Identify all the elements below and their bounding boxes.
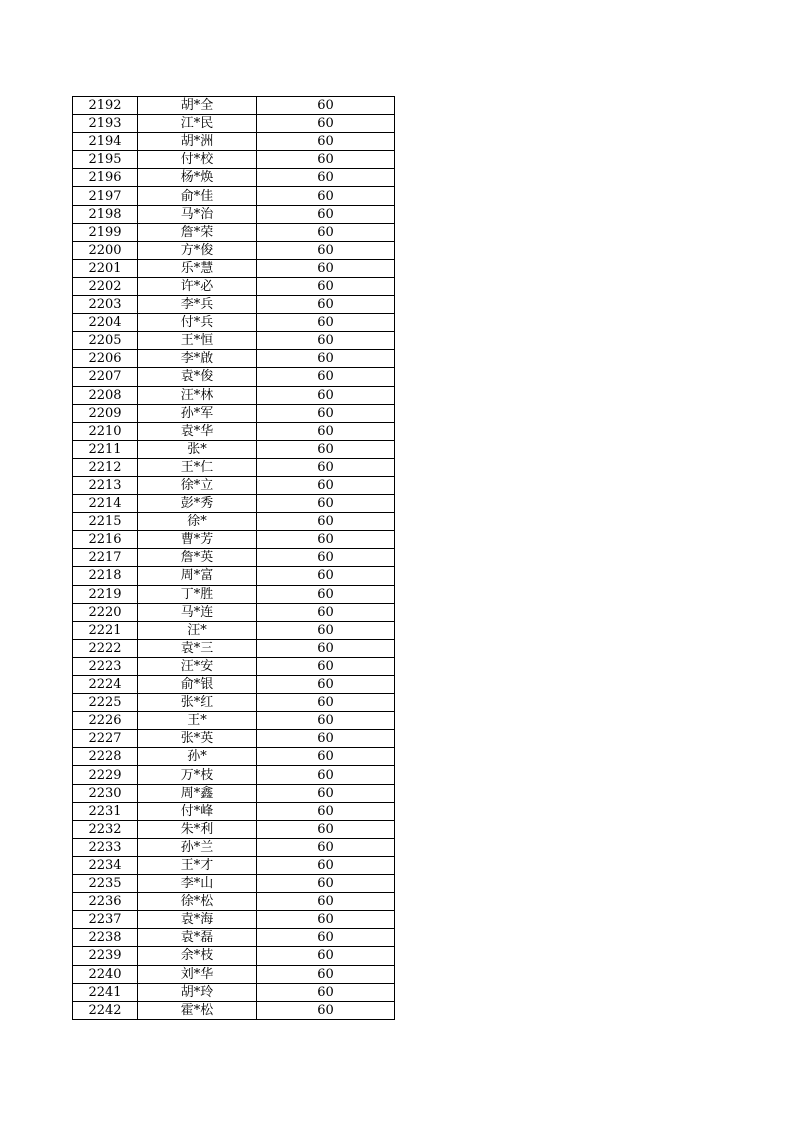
row-id-cell: 2215 [73, 513, 138, 531]
table-row [73, 929, 395, 947]
row-name-cell: 胡*玲 [138, 983, 257, 1001]
row-id-cell: 2205 [73, 332, 138, 350]
row-id-cell: 2201 [73, 259, 138, 277]
table-row [73, 422, 395, 440]
row-score-cell: 60 [257, 151, 395, 169]
table-row [73, 730, 395, 748]
table-row [73, 115, 395, 133]
row-id-cell: 2209 [73, 404, 138, 422]
row-id-cell: 2219 [73, 585, 138, 603]
table-row [73, 169, 395, 187]
row-id-cell: 2207 [73, 368, 138, 386]
row-score-cell: 60 [257, 621, 395, 639]
row-name-cell: 汪* [138, 621, 257, 639]
row-score-cell: 60 [257, 133, 395, 151]
row-name-cell: 张* [138, 440, 257, 458]
row-score-cell: 60 [257, 603, 395, 621]
row-id-cell: 2196 [73, 169, 138, 187]
table-row [73, 549, 395, 567]
table-row [73, 676, 395, 694]
row-name-cell: 詹*荣 [138, 223, 257, 241]
row-name-cell: 张*红 [138, 694, 257, 712]
row-id-cell: 2241 [73, 983, 138, 1001]
row-id-cell: 2200 [73, 241, 138, 259]
row-score-cell: 60 [257, 476, 395, 494]
row-score-cell: 60 [257, 911, 395, 929]
row-name-cell: 李*兵 [138, 296, 257, 314]
row-id-cell: 2192 [73, 97, 138, 115]
table-row [73, 531, 395, 549]
row-id-cell: 2232 [73, 820, 138, 838]
row-score-cell: 60 [257, 820, 395, 838]
table-row [73, 440, 395, 458]
row-id-cell: 2199 [73, 223, 138, 241]
row-score-cell: 60 [257, 712, 395, 730]
row-id-cell: 2229 [73, 766, 138, 784]
row-name-cell: 王*恒 [138, 332, 257, 350]
row-score-cell: 60 [257, 169, 395, 187]
row-id-cell: 2220 [73, 603, 138, 621]
row-score-cell: 60 [257, 440, 395, 458]
row-score-cell: 60 [257, 748, 395, 766]
table-row [73, 277, 395, 295]
row-score-cell: 60 [257, 838, 395, 856]
row-score-cell: 60 [257, 585, 395, 603]
score-table-body [73, 97, 395, 1020]
row-name-cell: 袁*海 [138, 911, 257, 929]
row-name-cell: 徐* [138, 513, 257, 531]
row-name-cell: 袁*俊 [138, 368, 257, 386]
row-name-cell: 王*仁 [138, 458, 257, 476]
table-row [73, 332, 395, 350]
row-name-cell: 李*山 [138, 875, 257, 893]
table-row [73, 350, 395, 368]
row-score-cell: 60 [257, 513, 395, 531]
row-score-cell: 60 [257, 965, 395, 983]
row-id-cell: 2214 [73, 495, 138, 513]
row-name-cell: 余*枝 [138, 947, 257, 965]
row-name-cell: 付*峰 [138, 802, 257, 820]
row-id-cell: 2222 [73, 639, 138, 657]
row-score-cell: 60 [257, 676, 395, 694]
row-name-cell: 袁*磊 [138, 929, 257, 947]
row-name-cell: 方*俊 [138, 241, 257, 259]
table-row [73, 1001, 395, 1019]
row-score-cell: 60 [257, 531, 395, 549]
table-row [73, 495, 395, 513]
table-row [73, 368, 395, 386]
row-id-cell: 2234 [73, 856, 138, 874]
row-id-cell: 2227 [73, 730, 138, 748]
row-name-cell: 王* [138, 712, 257, 730]
row-score-cell: 60 [257, 549, 395, 567]
table-row [73, 567, 395, 585]
row-id-cell: 2233 [73, 838, 138, 856]
row-id-cell: 2237 [73, 911, 138, 929]
row-score-cell: 60 [257, 983, 395, 1001]
row-score-cell: 60 [257, 856, 395, 874]
row-id-cell: 2240 [73, 965, 138, 983]
row-id-cell: 2198 [73, 205, 138, 223]
row-score-cell: 60 [257, 893, 395, 911]
row-id-cell: 2235 [73, 875, 138, 893]
table-row [73, 187, 395, 205]
row-name-cell: 杨*焕 [138, 169, 257, 187]
table-row [73, 603, 395, 621]
row-score-cell: 60 [257, 350, 395, 368]
row-id-cell: 2217 [73, 549, 138, 567]
table-row [73, 458, 395, 476]
table-row [73, 820, 395, 838]
row-score-cell: 60 [257, 187, 395, 205]
row-score-cell: 60 [257, 802, 395, 820]
row-id-cell: 2212 [73, 458, 138, 476]
row-name-cell: 马*治 [138, 205, 257, 223]
score-table [72, 96, 395, 1020]
row-id-cell: 2211 [73, 440, 138, 458]
table-row [73, 657, 395, 675]
row-name-cell: 徐*松 [138, 893, 257, 911]
row-id-cell: 2242 [73, 1001, 138, 1019]
row-score-cell: 60 [257, 332, 395, 350]
row-id-cell: 2193 [73, 115, 138, 133]
row-score-cell: 60 [257, 205, 395, 223]
row-score-cell: 60 [257, 404, 395, 422]
row-name-cell: 乐*慧 [138, 259, 257, 277]
row-name-cell: 周*鑫 [138, 784, 257, 802]
table-row [73, 386, 395, 404]
row-name-cell: 孙*军 [138, 404, 257, 422]
row-name-cell: 万*枝 [138, 766, 257, 784]
row-id-cell: 2216 [73, 531, 138, 549]
row-score-cell: 60 [257, 458, 395, 476]
table-row [73, 639, 395, 657]
row-name-cell: 许*必 [138, 277, 257, 295]
row-name-cell: 江*民 [138, 115, 257, 133]
row-name-cell: 丁*胜 [138, 585, 257, 603]
row-name-cell: 袁*华 [138, 422, 257, 440]
row-name-cell: 詹*英 [138, 549, 257, 567]
row-name-cell: 俞*佳 [138, 187, 257, 205]
row-id-cell: 2224 [73, 676, 138, 694]
table-row [73, 802, 395, 820]
row-id-cell: 2239 [73, 947, 138, 965]
row-score-cell: 60 [257, 115, 395, 133]
row-id-cell: 2218 [73, 567, 138, 585]
row-score-cell: 60 [257, 567, 395, 585]
row-score-cell: 60 [257, 241, 395, 259]
row-id-cell: 2238 [73, 929, 138, 947]
row-name-cell: 张*英 [138, 730, 257, 748]
row-name-cell: 刘*华 [138, 965, 257, 983]
row-id-cell: 2197 [73, 187, 138, 205]
row-name-cell: 孙* [138, 748, 257, 766]
row-id-cell: 2223 [73, 657, 138, 675]
row-score-cell: 60 [257, 1001, 395, 1019]
row-score-cell: 60 [257, 314, 395, 332]
row-score-cell: 60 [257, 259, 395, 277]
row-name-cell: 汪*安 [138, 657, 257, 675]
table-row [73, 911, 395, 929]
table-row [73, 513, 395, 531]
table-row [73, 784, 395, 802]
row-name-cell: 孙*兰 [138, 838, 257, 856]
table-row [73, 766, 395, 784]
row-name-cell: 周*富 [138, 567, 257, 585]
table-row [73, 205, 395, 223]
row-id-cell: 2226 [73, 712, 138, 730]
table-row [73, 476, 395, 494]
table-row [73, 694, 395, 712]
row-name-cell: 马*连 [138, 603, 257, 621]
row-score-cell: 60 [257, 929, 395, 947]
row-name-cell: 付*校 [138, 151, 257, 169]
row-id-cell: 2228 [73, 748, 138, 766]
row-score-cell: 60 [257, 766, 395, 784]
row-score-cell: 60 [257, 386, 395, 404]
row-score-cell: 60 [257, 875, 395, 893]
table-row [73, 241, 395, 259]
row-name-cell: 付*兵 [138, 314, 257, 332]
table-row [73, 856, 395, 874]
row-id-cell: 2221 [73, 621, 138, 639]
table-row [73, 314, 395, 332]
row-id-cell: 2206 [73, 350, 138, 368]
row-name-cell: 俞*银 [138, 676, 257, 694]
row-score-cell: 60 [257, 694, 395, 712]
row-id-cell: 2231 [73, 802, 138, 820]
row-score-cell: 60 [257, 422, 395, 440]
table-row [73, 947, 395, 965]
row-score-cell: 60 [257, 296, 395, 314]
row-name-cell: 胡*洲 [138, 133, 257, 151]
row-score-cell: 60 [257, 730, 395, 748]
row-id-cell: 2208 [73, 386, 138, 404]
row-score-cell: 60 [257, 495, 395, 513]
row-score-cell: 60 [257, 97, 395, 115]
table-row [73, 404, 395, 422]
row-name-cell: 胡*全 [138, 97, 257, 115]
table-row [73, 983, 395, 1001]
table-row [73, 585, 395, 603]
table-row [73, 838, 395, 856]
table-row [73, 748, 395, 766]
row-score-cell: 60 [257, 784, 395, 802]
row-id-cell: 2210 [73, 422, 138, 440]
row-name-cell: 霍*松 [138, 1001, 257, 1019]
row-id-cell: 2194 [73, 133, 138, 151]
row-score-cell: 60 [257, 223, 395, 241]
row-score-cell: 60 [257, 657, 395, 675]
table-row [73, 296, 395, 314]
row-id-cell: 2204 [73, 314, 138, 332]
row-id-cell: 2213 [73, 476, 138, 494]
row-name-cell: 彭*秀 [138, 495, 257, 513]
table-row [73, 893, 395, 911]
row-score-cell: 60 [257, 368, 395, 386]
row-name-cell: 徐*立 [138, 476, 257, 494]
row-score-cell: 60 [257, 947, 395, 965]
row-name-cell: 朱*利 [138, 820, 257, 838]
table-row [73, 259, 395, 277]
row-id-cell: 2225 [73, 694, 138, 712]
table-row [73, 875, 395, 893]
row-id-cell: 2236 [73, 893, 138, 911]
row-name-cell: 李*啟 [138, 350, 257, 368]
table-row [73, 965, 395, 983]
row-name-cell: 汪*林 [138, 386, 257, 404]
row-score-cell: 60 [257, 277, 395, 295]
table-row [73, 97, 395, 115]
table-row [73, 133, 395, 151]
table-row [73, 223, 395, 241]
row-name-cell: 王*才 [138, 856, 257, 874]
row-name-cell: 袁*三 [138, 639, 257, 657]
row-score-cell: 60 [257, 639, 395, 657]
table-row [73, 712, 395, 730]
row-id-cell: 2195 [73, 151, 138, 169]
row-id-cell: 2202 [73, 277, 138, 295]
row-id-cell: 2203 [73, 296, 138, 314]
table-row [73, 151, 395, 169]
table-row [73, 621, 395, 639]
row-name-cell: 曹*芳 [138, 531, 257, 549]
row-id-cell: 2230 [73, 784, 138, 802]
